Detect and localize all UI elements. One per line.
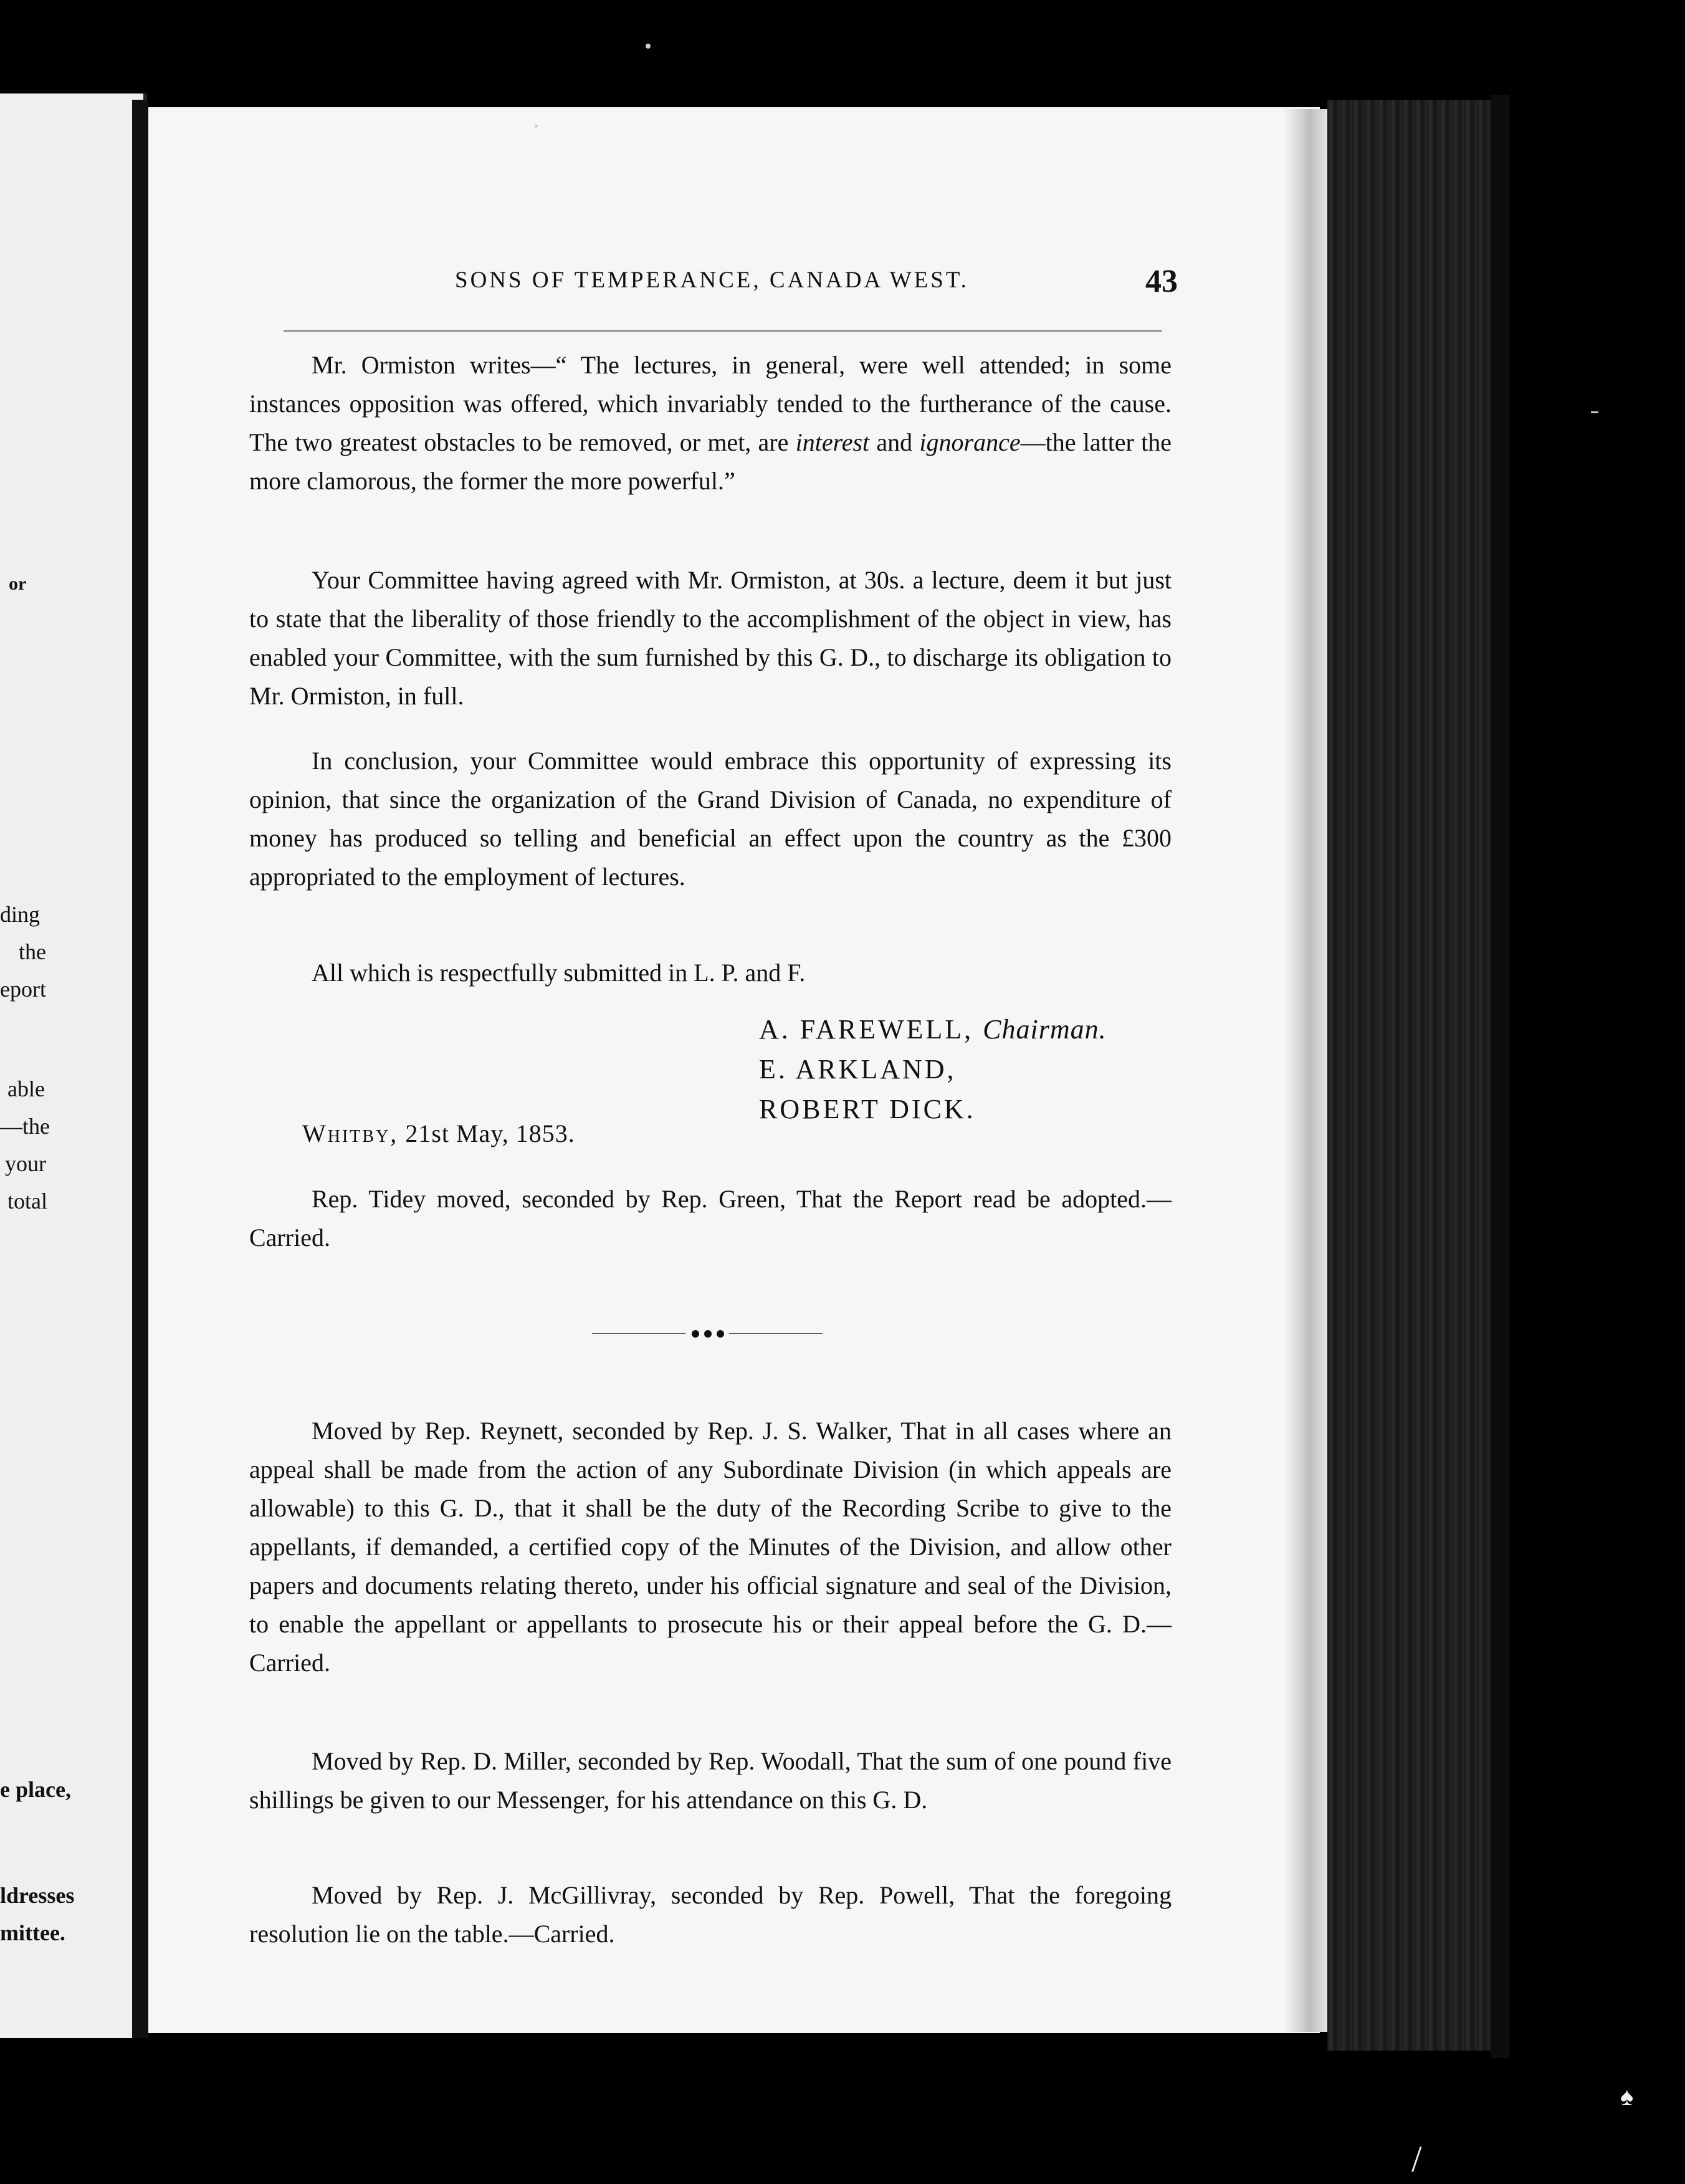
header-rule <box>284 330 1162 332</box>
signatory-name: E. ARKLAND, <box>759 1054 957 1085</box>
signature-line <box>759 1010 1107 1050</box>
facing-page-fragment: eport <box>0 977 46 1002</box>
ornament-dot <box>704 1330 712 1338</box>
dust-speck <box>1591 411 1598 413</box>
facing-page-fragment: ding <box>0 902 41 927</box>
scan-mark: ♠ <box>1620 2082 1634 2110</box>
motion-mcgillivray: Moved by Rep. J. McGillivray, seconded by Rep. Powell, That the foregoing resolution lie on the table.—Carried. <box>249 1881 1172 1948</box>
paragraph-submission: All which is respectfully submitted in L. P. and F. <box>312 959 806 987</box>
dateline-place: Whitby, <box>302 1119 399 1147</box>
page-curl-shadow <box>1284 109 1327 2032</box>
ornament-dot <box>717 1330 724 1338</box>
signatory-name: A. FAREWELL, <box>759 1014 974 1045</box>
paragraph-committee-agreement: Your Committee having agreed with Mr. Ormiston, at 30s. a lecture, deem it but just to state that the liberality of those friendly to the accomplishment of the object in view, has enabled your Committee, with the sum furnished by this G. D., to discharge its obligation to Mr. Ormiston, in full. <box>249 566 1172 710</box>
facing-page-fragment: mittee. <box>0 1920 65 1945</box>
facing-page-fragment: total <box>7 1189 47 1214</box>
page-edges <box>1327 100 1508 2051</box>
ornament-line <box>729 1333 823 1334</box>
facing-page-fragment: able <box>7 1076 45 1101</box>
motion-tidey: Rep. Tidey moved, seconded by Rep. Green, That the Report read be adopted.—Carried. <box>249 1185 1172 1252</box>
section-ornament <box>592 1329 823 1339</box>
ornament-line <box>592 1333 685 1334</box>
dust-speck <box>646 44 651 49</box>
italic-term: interest <box>795 428 870 456</box>
facing-page-fragment: or <box>9 573 27 594</box>
motion-reynett: Moved by Rep. Reynett, seconded by Rep. J. S. Walker, That in all cases where an appeal shall be made from the action of any Subordinate Division (in which appeals are allowable) to this G. D., that it shall be the duty of the Recording Scribe to give to the appellants, if demanded, a certified copy of the Minutes of the Division, and allow other papers and documents relating thereto, under his official signature and seal of the Division, to enable the appellant or appellants to prosecute his or their appeal before the G. D.—Carried. <box>249 1417 1172 1677</box>
text-run: —the latter the more clamorous, the former the more powerful.” <box>249 428 1172 495</box>
paragraph-conclusion: In conclusion, your Committee would embrace this opportunity of expressing its opinion, that since the organization of the Grand Division of Canada, no expenditure of money has produced so telling and beneficial an effect upon the country as the £300 appropriated to the employment of lectures. <box>249 747 1172 891</box>
running-header: SONS OF TEMPERANCE, CANADA WEST. <box>455 267 969 293</box>
text-run: and <box>869 428 920 456</box>
facing-page-fragment: your <box>5 1151 46 1176</box>
dateline <box>302 1119 575 1148</box>
motion-miller: Moved by Rep. D. Miller, seconded by Rep. Woodall, That the sum of one pound five shillings be given to our Messenger, for his attendance on this G. D. <box>249 1747 1172 1814</box>
paragraph-ormiston-quote <box>249 346 1172 501</box>
ornament-dot <box>692 1330 699 1338</box>
dateline-date: 21st May, 1853. <box>405 1119 575 1147</box>
scan-mark: / <box>1411 2138 1422 2180</box>
facing-page-fragment: —the <box>0 1114 50 1139</box>
signatory-name: ROBERT DICK. <box>759 1094 976 1124</box>
facing-page-fragment: e place, <box>0 1777 71 1802</box>
dust-speck <box>535 125 538 128</box>
text-run: Mr. Ormiston writes—“ The lectures, in general, were well attended; in some instances opposition was offered, which invariably tended to the furtherance of the cause. The two greatest obstacles to be removed, or met, are <box>249 351 1172 456</box>
italic-term: ignorance <box>919 428 1021 456</box>
facing-page-fragment: ldresses <box>0 1883 75 1908</box>
book-gutter <box>132 100 148 2038</box>
page-number: 43 <box>1145 264 1178 299</box>
facing-page <box>0 93 147 2038</box>
facing-page-fragment: the <box>19 939 46 964</box>
signature-block <box>759 1010 1107 1129</box>
signatory-role: Chairman. <box>983 1014 1107 1045</box>
